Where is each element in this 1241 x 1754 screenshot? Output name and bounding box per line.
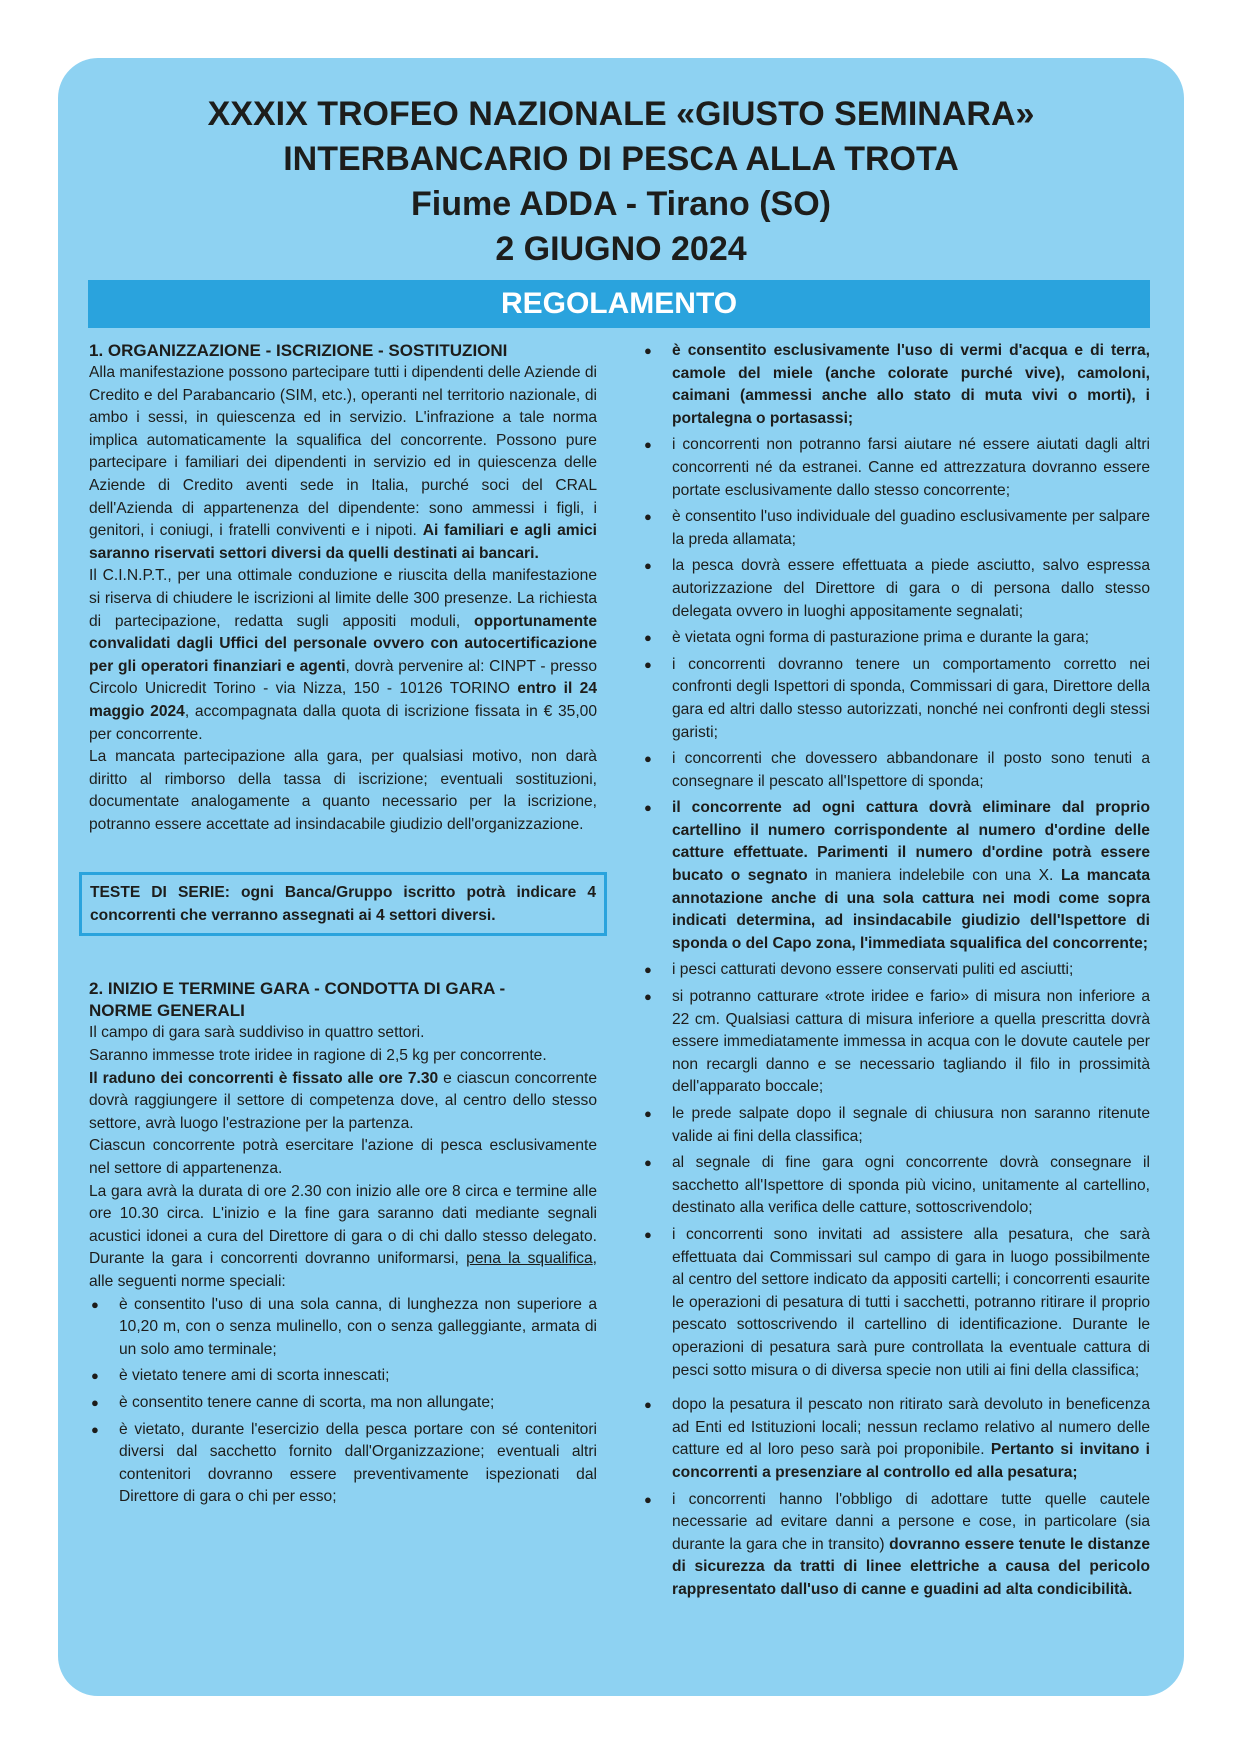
sec1-p2-deadline: entro il 24 maggio 2024 [89, 680, 597, 720]
sec2-p3-text: e ciascun concorrente dovrà raggiungere il settore di competenza dove, al centro dello stesso settore, avrà luogo l'estrazione per la partenza. [89, 1069, 598, 1132]
section-2-paragraph-3 [89, 1068, 597, 1136]
title-line-2: INTERBANCARIO DI PESCA ALLA TROTA [283, 140, 959, 178]
teste-di-serie-box: TESTE DI SERIE: ogni Banca/Gruppo iscritto potrà indicare 4 concorrenti che verranno assegnati ai 4 settori diversi. [79, 872, 607, 936]
list-item: ● è vietata ogni forma di pasturazione prima e durante la gara; [642, 627, 1150, 650]
sec2-p3-bold: Il raduno dei concorrenti è fissato alle ore 7.30 [89, 1069, 439, 1087]
rule-8-text: in maniera indelebile con una X. [807, 867, 1061, 885]
regolamento-banner: REGOLAMENTO [88, 280, 1150, 328]
rule-1-bold: è consentito esclusivamente l'uso di vermi d'acqua e di terra, camole del miele (anche colorate purché vive), camoloni, caimani (ammessi anche allo stato di muta vivi o morti), i portalegna o portasassi; [672, 342, 1150, 427]
section-1-paragraph-3: La mancata partecipazione alla gara, per qualsiasi motivo, non darà diritto al rimborso della tassa di iscrizione; eventuali sostituzioni, documentate analogamente a quanto necessario per la iscrizione, potranno essere accettate ad insindacabile giudizio dell'organizzazione. [89, 748, 597, 833]
list-item: ● è consentito l'uso di una sola canna, di lunghezza non superiore a 10,20 m, con o senza mulinello, con o senza galleggiante, armata di un solo amo terminale; [89, 1294, 597, 1362]
sec1-p1-bold: Ai familiari e agli amici saranno riservati settori diversi da quelli destinati ai bancari. [89, 522, 597, 562]
right-rules-list [642, 340, 1150, 1601]
left-column [89, 340, 597, 1513]
rule-8-bold: il concorrente ad ogni cattura dovrà eliminare dal proprio cartellino il numero corrispondente al numero d'ordine delle catture effettuate. Parimenti il numero d'ordine potrà essere bucato o segnato [672, 799, 1150, 885]
section-2-paragraph-1: Il campo di gara sarà suddiviso in quattro settori. [89, 1024, 425, 1042]
rule-14-text: dopo la pesatura il pescato non ritirato sarà devoluto in beneficenza ad Enti ed Istituzioni locali; nessun reclamo relativo al numero delle catture ed al loro peso sarà poi proponibile. [672, 1396, 1150, 1459]
section-2-title-a: 2. INIZIO E TERMINE GARA - CONDOTTA DI GARA - [89, 979, 506, 999]
section-2 [89, 978, 597, 1293]
list-item: ● è vietato tenere ami di scorta innescati; [89, 1365, 597, 1388]
section-1-paragraph-2 [89, 565, 597, 746]
list-item: ● i concorrenti non potranno farsi aiutare né essere aiutati dagli altri concorrenti né da estranei. Canne ed attrezzatura dovranno essere portate esclusivamente dallo stesso concorrente; [642, 434, 1150, 502]
section-2-paragraph-2: Saranno immesse trote iridee in ragione di 2,5 kg per concorrente. [89, 1047, 547, 1065]
list-item: ● i pesci catturati devono essere conservati puliti ed asciutti; [642, 959, 1150, 982]
sec2-p5-underlined: pena la squalifica [466, 1250, 593, 1268]
rule-15-text: i concorrenti hanno l'obbligo di adottare tutte quelle cautele necessarie ad evitare danni a persone e cose, in particolare (sia durante la gara che in transito) [672, 1490, 1150, 1553]
list-item: ● è consentito l'uso individuale del guadino esclusivamente per salpare la preda allamata; [642, 506, 1150, 551]
section-2-paragraph-5 [89, 1181, 597, 1294]
list-item [642, 1489, 1150, 1602]
list-item: ● i concorrenti sono invitati ad assistere alla pesatura, che sarà effettuata dai Commissari sul campo di gara in luogo possibilmente al centro del settore indicato da appositi cartelli; i concorrenti esaurite le operazioni di pesatura di tutti i sacchetti, potranno ritirare il proprio pescato sottoscrivendo il cartellino di identificazione. Durante le operazioni di pesatura sarà pure controllata la eventuale cattura di pesci sotto misura o di diversa specie non utili ai fini della classifica; [642, 1224, 1150, 1382]
list-item: ● è vietato, durante l'esercizio della pesca portare con sé contenitori diversi dal sacchetto fornito dall'Organizzazione; eventuali altri contenitori dovranno essere preventivamente ispezionati dal Direttore di gara o chi per esso; [89, 1419, 597, 1509]
list-item: ● al segnale di fine gara ogni concorrente dovrà consegnare il sacchetto all'Ispettore di sponda più vicino, unitamente al cartellino, destinato alla verifica delle catture, sottoscrivendolo; [642, 1152, 1150, 1220]
sec1-p2-text-b: , dovrà pervenire al: CINPT - presso Circolo Unicredit Torino - via Nizza, 150 - 10126 TORINO [89, 657, 598, 698]
title-line-1: XXXIX TROFEO NAZIONALE «GIUSTO SEMINARA» [207, 95, 1035, 133]
list-item: ● la pesca dovrà essere effettuata a piede asciutto, salvo espressa autorizzazione del Direttore di gara o di persona dallo stesso delegata ovvero in luoghi appositamente segnalati; [642, 555, 1150, 623]
list-item [642, 1394, 1150, 1484]
title-line-3: Fiume ADDA - Tirano (SO) [411, 185, 831, 223]
section-2-title-b: NORME GENERALI [89, 1001, 245, 1021]
page-title [58, 92, 1184, 272]
rule-15-bold: dovranno essere tenute le distanze di sicurezza da tratti di linee elettriche a causa del pericolo rappresentato dall'uso di canne e guadini ad alta condicibilità. [672, 1535, 1150, 1598]
section-2-paragraph-4: Ciascun concorrente potrà esercitare l'azione di pesca esclusivamente nel settore di appartenenza. [89, 1137, 597, 1178]
list-item: ● si potranno catturare «trote iridee e fario» di misura non inferiore a 22 cm. Qualsiasi cattura di misura inferiore a quella prescritta dovrà essere immediatamente immessa in acqua con le dovute cautele per non recargli danno e se necessario tagliando il filo in prossimità dell'apparato boccale; [642, 986, 1150, 1099]
list-item [642, 797, 1150, 955]
list-item: ● i concorrenti che dovessero abbandonare il posto sono tenuti a consegnare il pescato all'Ispettore di sponda; [642, 748, 1150, 793]
list-item [642, 340, 1150, 430]
sec1-p2-text-a: Il C.I.N.P.T., per una ottimale conduzione e riuscita della manifestazione si riserva di chiudere le iscrizioni al limite delle 300 presenze. La richiesta di partecipazione, redatta sugli appositi moduli, [89, 567, 597, 630]
sec1-p2-bold: opportunamente convalidati dagli Uffici del personale ovvero con autocertificazione per gli operatori finanziari e agenti [89, 612, 597, 675]
sec1-p1-text: Alla manifestazione possono partecipare tutti i dipendenti delle Aziende di Credito e del Parabancario (SIM, etc.), operanti nel territorio nazionale, di ambo i sessi, in quiescenza ed in servizio. L'infrazione a tale norma implica automaticamente la squalifica del concorrente. Possono pure partecipare i familiari dei dipendenti in servizio ed in quiescenza delle Aziende di Credito aventi sede in Italia, purché soci del CRAL dell'Azienda di appartenenza del dipendente: sono ammessi i figli, i genitori, i coniugi, i fratelli conviventi e i nipoti. [89, 364, 597, 540]
list-item: ● le prede salpate dopo il segnale di chiusura non saranno ritenute valide ai fini della classifica; [642, 1103, 1150, 1148]
sec1-p2-text-c: , accompagnata dalla quota di iscrizione fissata in € 35,00 per concorrente. [89, 702, 597, 743]
sec2-p5-text-a: La gara avrà la durata di ore 2.30 con inizio alle ore 8 circa e termine alle ore 10.30 circa. L'inizio e la fine gara saranno dati mediante segnali acustici idonei a cura del Direttore di gara o di chi dallo stesso delegato. Durante la gara i concorrenti dovranno uniformarsi, [89, 1182, 597, 1268]
section-1-title: 1. ORGANIZZAZIONE - ISCRIZIONE - SOSTITUZIONI [89, 341, 508, 360]
sec2-p5-text-b: , alle seguenti norme speciali: [89, 1250, 597, 1290]
section-1-paragraph-1 [89, 362, 597, 565]
right-column [642, 340, 1150, 1605]
title-line-4: 2 GIUGNO 2024 [495, 230, 747, 268]
left-rules-list [89, 1294, 597, 1509]
rule-14-bold: Pertanto si invitano i concorrenti a presenziare al controllo ed alla pesatura; [672, 1441, 1150, 1481]
list-item: ● è consentito tenere canne di scorta, ma non allungate; [89, 1392, 597, 1415]
rule-8-bold-2: La mancata annotazione anche di una sola cattura nei modi come sopra indicati determina, ad insindacabile giudizio dell'Ispettore di sponda o del Capo zona, l'immediata squalifica del concorrente; [672, 867, 1150, 952]
list-item: ● i concorrenti dovranno tenere un comportamento corretto nei confronti degli Ispettori di sponda, Commissari di gara, Direttore della gara ed altri dallo stesso autorizzati, nonché nei confronti degli stessi garisti; [642, 654, 1150, 744]
